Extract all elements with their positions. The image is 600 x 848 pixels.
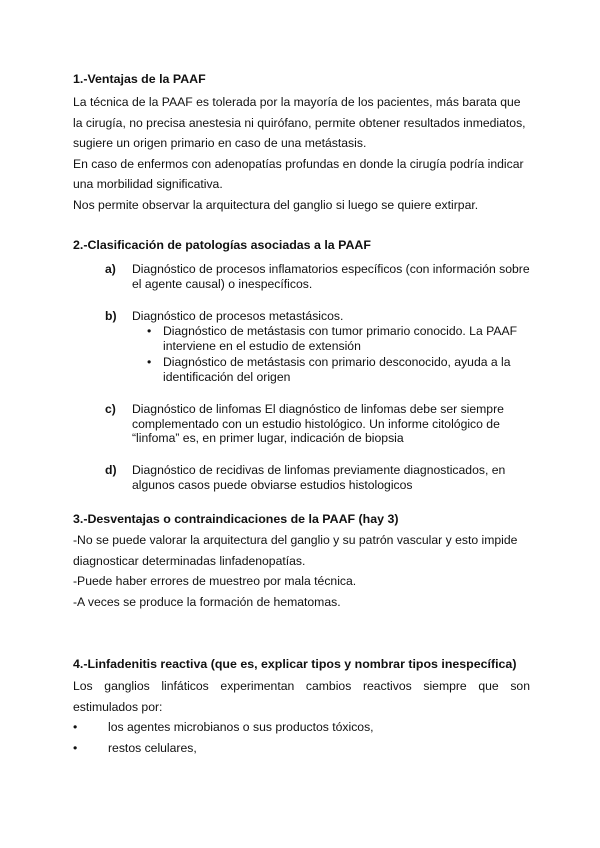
bullet-icon: •: [147, 355, 152, 369]
sub-bullet-line: identificación del origen: [163, 369, 291, 384]
paragraph-line: Los ganglios linfáticos experimentan cambios reactivos siempre que son: [73, 679, 530, 693]
section-1-title: 1.-Ventajas de la PAAF: [73, 72, 206, 86]
list-item-line: Diagnóstico de recidivas de linfomas previamente diagnosticados, en: [132, 463, 506, 477]
sub-bullet-text: [163, 355, 528, 384]
paragraph-line: Nos permite observar la arquitectura del ganglio si luego se quiere extirpar.: [73, 197, 479, 212]
section-3-body: [73, 530, 533, 612]
sub-bullet-line: interviene en el estudio de extensión: [163, 338, 361, 353]
paragraph-line: En caso de enfermos con adenopatías profundas en donde la cirugía podría indicar: [73, 156, 524, 171]
paragraph-line: diagnosticar determinadas linfadenopatías.: [73, 553, 306, 568]
list-item-line: complementado con un estudio histológico. Un informe citológico de: [132, 416, 500, 431]
list-item-line: el agente causal) o inespecíficos.: [132, 276, 313, 291]
section-4-title: 4.-Linfadenitis reactiva (que es, explicar tipos y nombrar tipos inespecífica): [73, 657, 517, 671]
list-item-line: Diagnóstico de linfomas El diagnóstico de linfomas debe ser siempre: [132, 402, 504, 416]
paragraph-line: -Puede haber errores de muestreo por mala técnica.: [73, 574, 357, 588]
list-item-line: “linfoma” es, en primer lugar, indicación de biopsia: [132, 431, 404, 445]
section-3-title: 3.-Desventajas o contraindicaciones de la PAAF (hay 3): [73, 512, 399, 526]
list-item-text: [132, 309, 532, 324]
bullet-icon: •: [73, 741, 78, 755]
sub-bullet-line: Diagnóstico de metástasis con primario desconocido, ayuda a la: [163, 355, 511, 369]
list-item-label: a): [105, 262, 116, 276]
paragraph-line: estimulados por:: [73, 699, 163, 714]
paragraph-line: la cirugía, no precisa anestesia ni quirófano, permite obtener resultados inmediatos,: [73, 115, 526, 130]
bullet-icon: •: [73, 720, 78, 734]
list-item-text: [132, 262, 532, 291]
list-item-line: Diagnóstico de procesos inflamatorios específicos (con información sobre: [132, 262, 530, 276]
paragraph-line: La técnica de la PAAF es tolerada por la mayoría de los pacientes, más barata que: [73, 95, 521, 109]
section-4-body: [73, 676, 533, 717]
list-item-text: [132, 402, 532, 446]
sub-bullet-line: Diagnóstico de metástasis con tumor primario conocido. La PAAF: [163, 324, 518, 338]
sub-bullet-text: [163, 324, 528, 353]
section-2-title: 2.-Clasificación de patologías asociadas a la PAAF: [73, 238, 371, 252]
section-1-body: [73, 92, 533, 215]
list-item-label: d): [105, 463, 117, 477]
paragraph-line: sugiere un origen primario en caso de una metástasis.: [73, 136, 367, 150]
list-item-text: [132, 463, 532, 492]
paragraph-line: una morbilidad significativa.: [73, 177, 223, 191]
paragraph-line: -A veces se produce la formación de hematomas.: [73, 594, 341, 609]
bullet-text: restos celulares,: [108, 741, 197, 755]
bullet-icon: •: [147, 324, 152, 338]
list-item-line: algunos casos puede obviarse estudios histologicos: [132, 477, 413, 492]
list-item-label: b): [105, 309, 117, 323]
list-item-line: Diagnóstico de procesos metastásicos.: [132, 309, 344, 323]
list-item-label: c): [105, 402, 116, 416]
bullet-text: los agentes microbianos o sus productos tóxicos,: [108, 720, 374, 734]
paragraph-line: -No se puede valorar la arquitectura del ganglio y su patrón vascular y esto impide: [73, 533, 518, 547]
